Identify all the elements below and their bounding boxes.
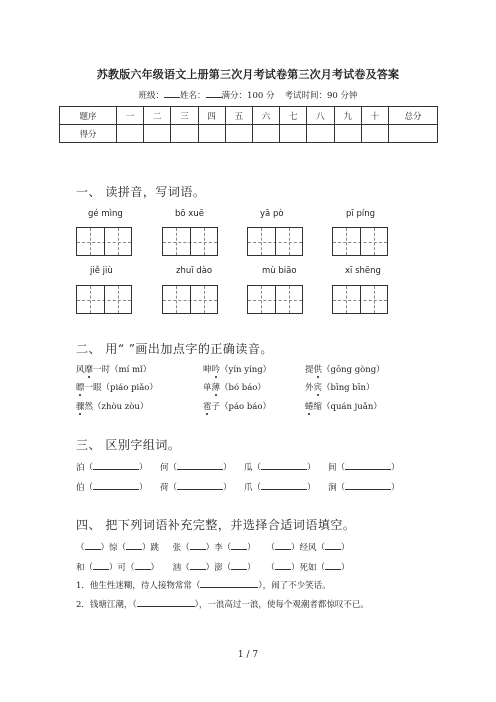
score-cell: 六 xyxy=(252,107,279,125)
section-1-heading: 一、 读拼音，写词语。 xyxy=(76,185,206,199)
fill-question-1[interactable]: 1．他生性迷糊，待人接物常常（ ），闹了不少笑话。 xyxy=(76,581,331,591)
pinyin-label: pī píng xyxy=(346,209,375,219)
score-cell: 二 xyxy=(144,107,171,125)
dotted-char: 薄 xyxy=(211,383,221,393)
score-cell: 总分 xyxy=(389,107,438,125)
writing-grid[interactable] xyxy=(247,227,303,256)
section-2-heading: 二、 用“ ”画出加点字的正确读音。 xyxy=(76,342,273,356)
writing-grid[interactable] xyxy=(76,227,132,256)
dotted-char: 供 xyxy=(313,365,323,375)
pinyin-label: gé mìng xyxy=(88,209,123,219)
dotted-char: 宾 xyxy=(313,383,323,393)
exam-time: 考试时间：90 分钟 xyxy=(284,91,358,101)
full-score: 满分：100 分 xyxy=(221,91,275,101)
score-cell: 三 xyxy=(171,107,198,125)
section-3-heading: 三、 区别字组词。 xyxy=(76,438,181,452)
exam-info xyxy=(0,89,496,101)
score-input-cell[interactable] xyxy=(144,125,171,143)
idiom-row-1[interactable]: （ ）惊（ ）跳 张（ ）李（ ） （ ）经风（ ） xyxy=(76,543,350,553)
word-group-item[interactable]: 泊（ ） xyxy=(76,463,148,473)
pinyin-label: zhuī dào xyxy=(176,266,213,276)
reading-item[interactable]: 呻吟（yín yíng） xyxy=(203,365,272,375)
writing-grid[interactable] xyxy=(76,285,132,314)
word-group-item[interactable]: 伯（ ） xyxy=(76,483,148,493)
page-number: 1 / 7 xyxy=(237,650,259,660)
dotted-char: 雹 xyxy=(203,402,212,412)
score-table-header-row xyxy=(60,107,438,125)
score-input-cell[interactable] xyxy=(225,125,252,143)
writing-grid[interactable] xyxy=(332,227,388,256)
dotted-char: 吟 xyxy=(211,365,221,375)
reading-item[interactable]: 雹子（páo báo） xyxy=(203,402,271,412)
fill-question-2[interactable]: 2．钱塘江潮，（ ），一浪高过一浪，使每个观潮者都惊叹不已。 xyxy=(76,600,369,610)
writing-grid[interactable] xyxy=(162,227,218,256)
score-input-cell[interactable] xyxy=(280,125,307,143)
score-input-cell[interactable] xyxy=(389,125,438,143)
word-group-item[interactable]: 荷（ ） xyxy=(160,483,232,493)
score-table-score-row xyxy=(60,125,438,143)
reading-item[interactable]: 单薄（bó báo） xyxy=(203,383,266,393)
score-input-cell[interactable] xyxy=(117,125,144,143)
word-group-item[interactable]: 间（ ） xyxy=(328,463,400,473)
class-label: 班级： xyxy=(138,91,165,101)
word-group-item[interactable]: 瓜（ ） xyxy=(244,463,316,473)
writing-grid[interactable] xyxy=(247,285,303,314)
writing-grid[interactable] xyxy=(332,285,388,314)
dotted-char: 瞟 xyxy=(76,383,85,393)
score-input-cell[interactable] xyxy=(361,125,388,143)
score-input-cell[interactable] xyxy=(334,125,361,143)
idiom-row-2[interactable]: 和（ ）可（ ） 汹（ ）澎（ ） （ ）死如（ ） xyxy=(76,563,350,573)
word-group-item[interactable]: 爪（ ） xyxy=(244,483,316,493)
pinyin-label: jiě jiù xyxy=(90,266,113,276)
reading-item[interactable]: 瞟一眼（piáo piǎo） xyxy=(76,383,158,393)
score-cell: 五 xyxy=(225,107,252,125)
word-group-item[interactable]: 涧（ ） xyxy=(328,483,400,493)
reading-item[interactable]: 蜷缩（quán juǎn） xyxy=(305,402,382,412)
score-cell: 九 xyxy=(334,107,361,125)
score-cell: 一 xyxy=(117,107,144,125)
reading-item[interactable]: 外宾（bīng bīn） xyxy=(305,383,375,393)
score-input-cell[interactable] xyxy=(307,125,334,143)
name-blank[interactable] xyxy=(206,89,222,98)
pinyin-label: mù biāo xyxy=(262,266,297,276)
pinyin-label: xī shēng xyxy=(345,266,381,276)
word-group-item[interactable]: 何（ ） xyxy=(160,463,232,473)
reading-item[interactable]: 提供（gōng gòng） xyxy=(305,365,385,375)
score-cell: 十 xyxy=(361,107,388,125)
page-title: 苏教版六年级语文上册第三次月考试卷第三次月考试卷及答案 xyxy=(96,68,400,81)
score-cell: 七 xyxy=(280,107,307,125)
dotted-char: 骤 xyxy=(76,402,85,412)
dotted-char: 蜷 xyxy=(305,402,314,412)
score-table xyxy=(59,106,438,143)
class-blank[interactable] xyxy=(164,89,180,98)
name-label: 姓名： xyxy=(180,91,206,101)
score-cell: 四 xyxy=(198,107,225,125)
score-cell: 题序 xyxy=(60,107,117,125)
score-input-cell[interactable] xyxy=(171,125,198,143)
reading-item[interactable]: 风靡一时（mí mǐ） xyxy=(76,365,152,375)
score-input-cell[interactable] xyxy=(198,125,225,143)
score-label-cell: 得分 xyxy=(60,125,117,143)
score-cell: 八 xyxy=(307,107,334,125)
section-4-heading: 四、 把下列词语补充完整，并选择合适词语填空。 xyxy=(76,518,356,532)
reading-item[interactable]: 骤然（zhòu zòu） xyxy=(76,402,149,412)
dotted-char: 靡 xyxy=(84,365,94,375)
writing-grid[interactable] xyxy=(162,285,218,314)
pinyin-label: bō xuē xyxy=(175,209,204,219)
score-input-cell[interactable] xyxy=(252,125,279,143)
pinyin-label: yā pò xyxy=(260,209,284,219)
